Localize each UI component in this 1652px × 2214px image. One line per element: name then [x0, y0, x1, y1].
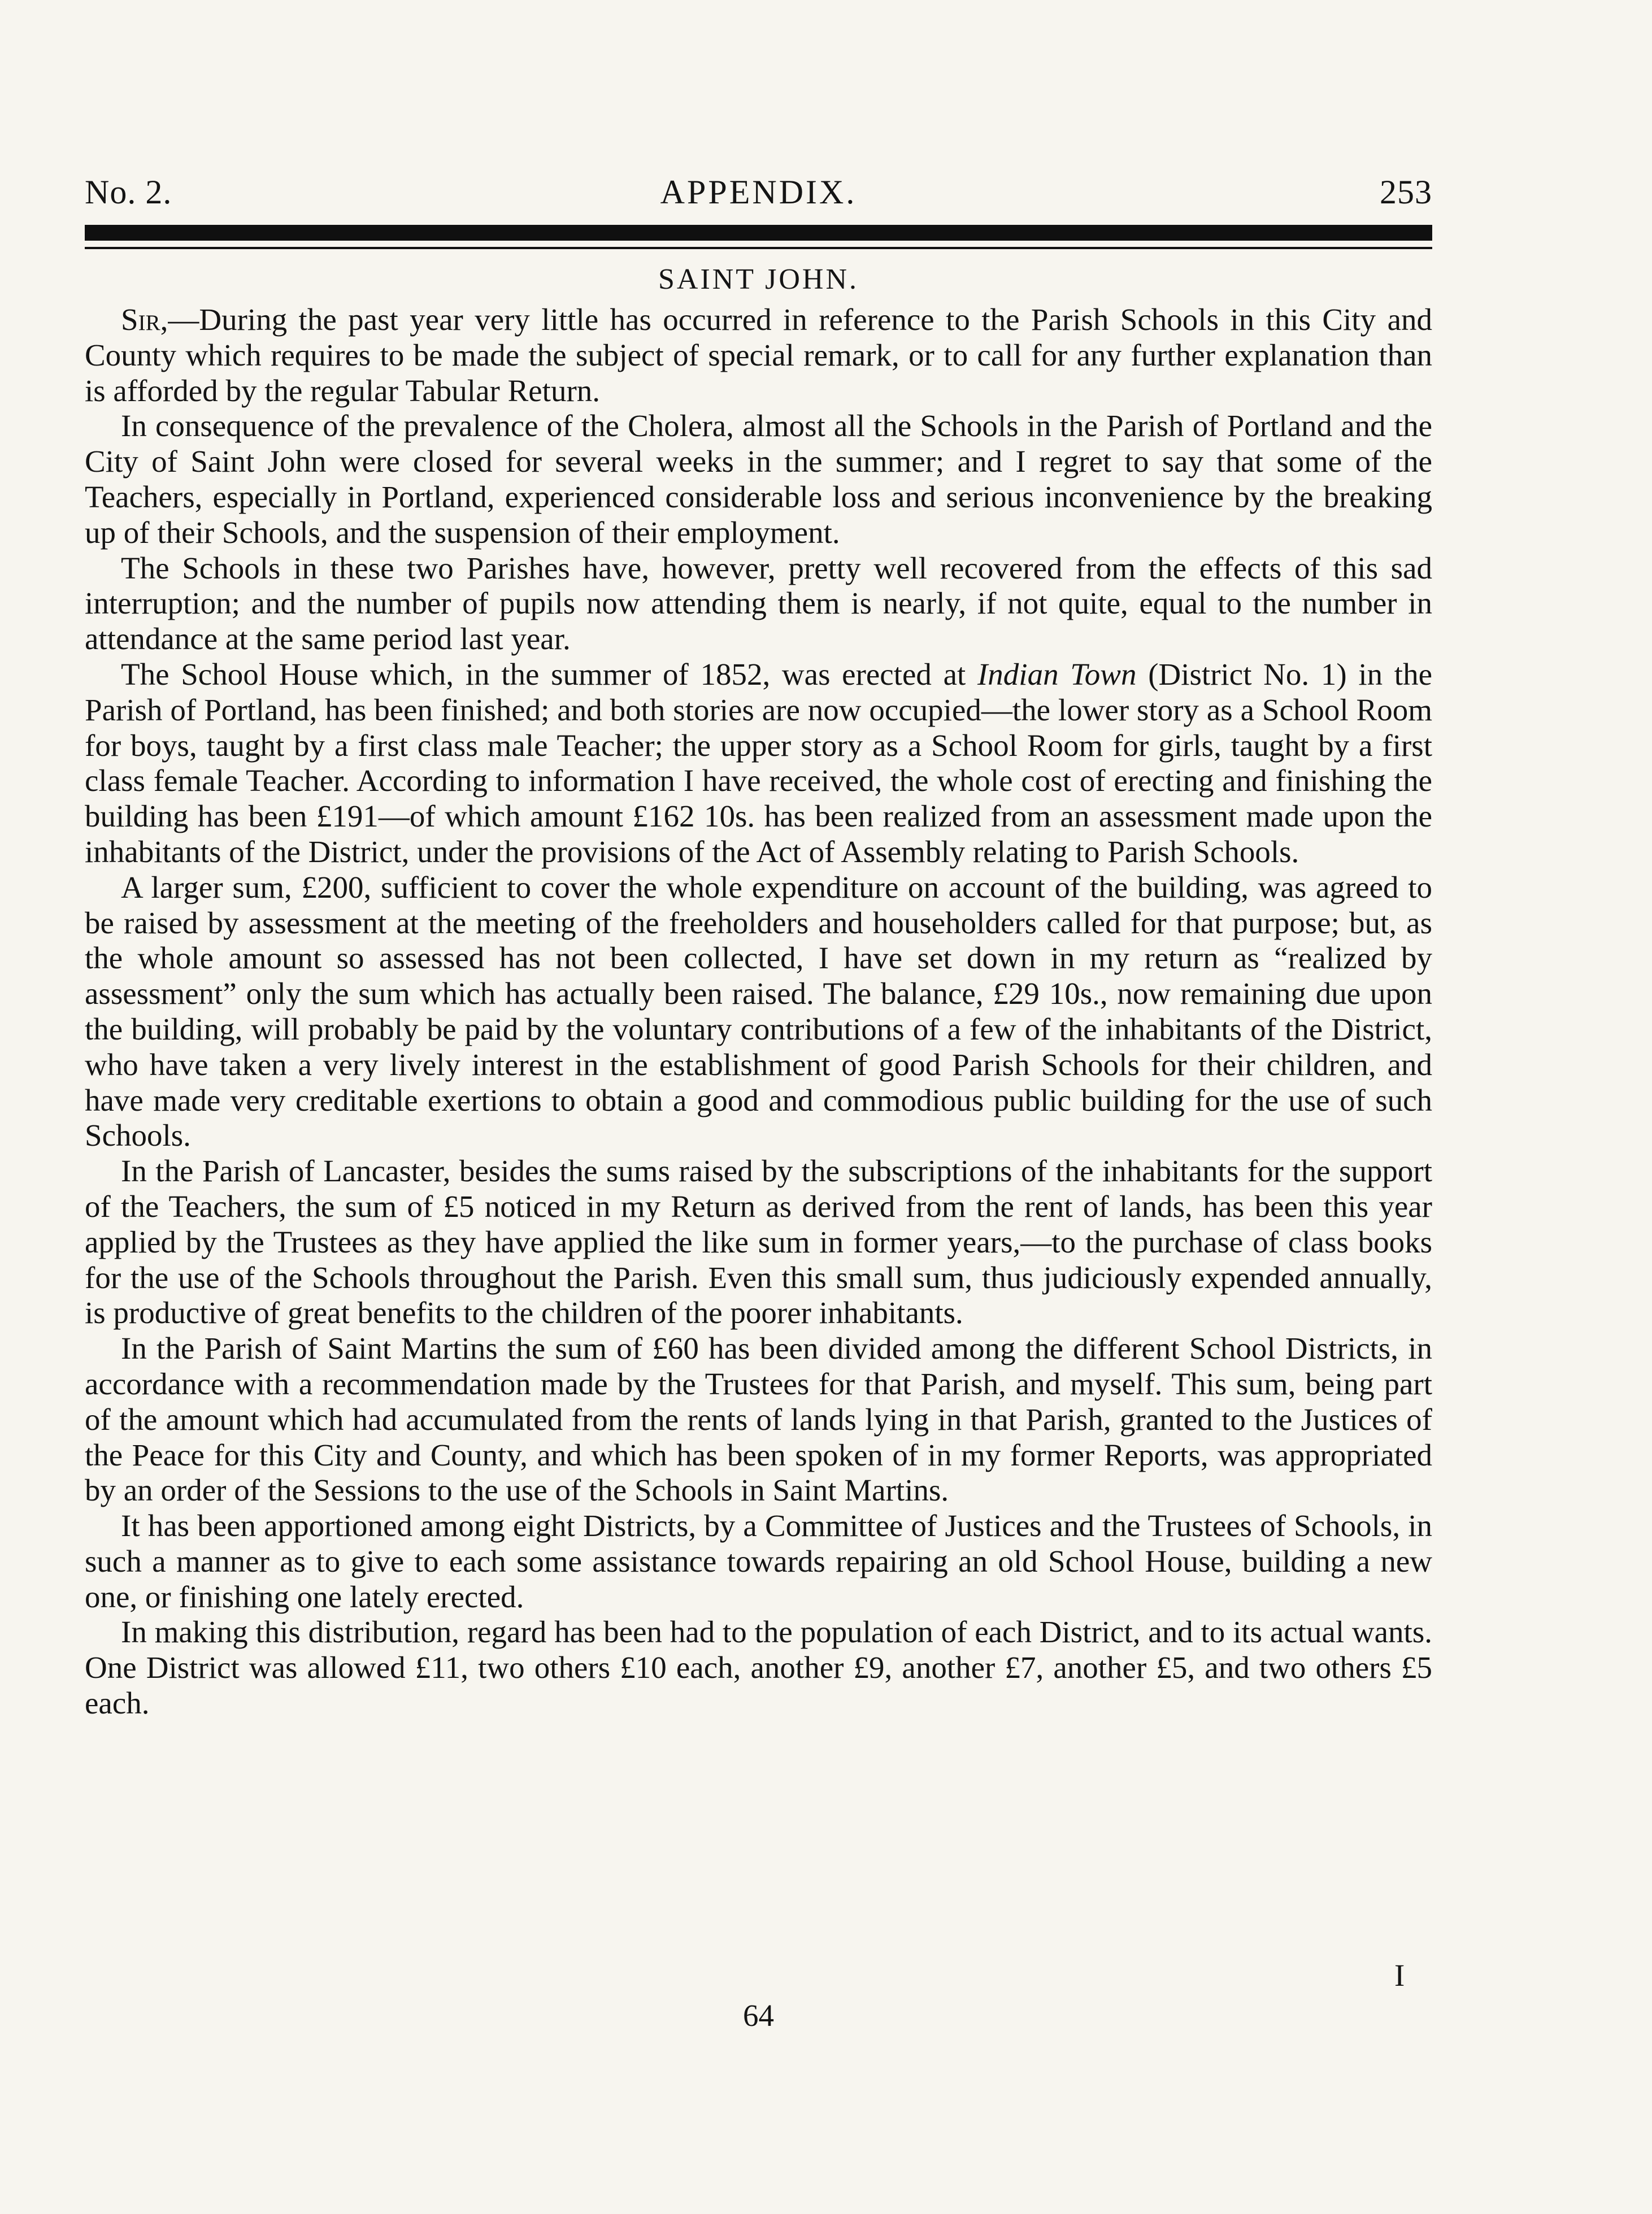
- paragraph-5: A larger sum, £200, sufficient to cover the whole expenditure on account of the building, was agreed to be raised by assessment at the meeting of the freeholders and householders called for that purpose; but, as the whole amount so assessed has not been collected, I have set down in my return as “realized by assessment” only the sum which has actually been raised. The balance, £29 10s., now remaining due upon the building, will probably be paid by the voluntary contributions of a few of the inhabitants of the District, who have taken a very lively interest in the establishment of good Parish Schools for their children, and have made very creditable exertions to obtain a good and commodious public building for the use of such Schools.: [85, 869, 1432, 1153]
- paragraph-text: —During the past year very little has occurred in reference to the Parish Schools in this City and County which requires to be made the subject of special remark, or to call for any further explanation than is afforded by the regular Tabular Return.: [85, 302, 1432, 408]
- signature-number: 64: [743, 1998, 774, 2033]
- paragraph-1: [85, 302, 1432, 408]
- paragraph-text: (District No. 1) in the Parish of Portland, has been finished; and both stories are now occupied—the lower story as a School Room for boys, taught by a first class male Teacher; the upper story as a School Room for girls, taught by a first class female Teacher. According to information I have received, the whole cost of erecting and finishing the building has been £191—of which amount £162 10s. has been realized from an assessment made upon the inhabitants of the District, under the provisions of the Act of Assembly relating to Parish Schools.: [85, 656, 1433, 869]
- paragraph-7: In the Parish of Saint Martins the sum of £60 has been divided among the different School Districts, in accordance with a recommendation made by the Trustees for that Parish, and myself. This sum, being part of the amount which had accumulated from the rents of lands lying in that Parish, granted to the Justices of the Peace for this City and County, and which has been spoken of in my former Reports, was appropriated by an order of the Sessions to the use of the Schools in Saint Martins.: [85, 1331, 1432, 1508]
- page-number: 253: [1380, 173, 1432, 211]
- paragraph-4: [85, 657, 1432, 870]
- body-text: [85, 302, 1432, 1721]
- paragraph-9: In making this distribution, regard has been had to the population of each District, and to its actual wants. One District was allowed £11, two others £10 each, another £9, another £7, another £5, and two others £5 each.: [85, 1615, 1432, 1721]
- page-header: [85, 169, 1432, 215]
- place-name: Indian Town: [977, 656, 1137, 691]
- appendix-number: No. 2.: [85, 173, 172, 211]
- header-rule-thick: [85, 225, 1432, 241]
- running-title: APPENDIX.: [660, 173, 857, 211]
- paragraph-8: It has been apportioned among eight Districts, by a Committee of Justices and the Trustees of Schools, in such a manner as to give to each some assistance towards repairing an old School House, building a new one, or finishing one lately erected.: [85, 1508, 1432, 1614]
- paragraph-3: The Schools in these two Parishes have, however, pretty well recovered from the effects of this sad interruption; and the number of pupils now attending them is nearly, if not quite, equal to the number in attendance at the same period last year.: [85, 550, 1432, 656]
- catchword: I: [1394, 1958, 1405, 1993]
- salutation: Sir,: [121, 302, 168, 337]
- header-rule-thin: [85, 247, 1432, 249]
- section-title: SAINT JOHN.: [658, 263, 859, 295]
- paragraph-text: The School House which, in the summer of 1852, was erected at: [121, 656, 977, 691]
- paragraph-2: In consequence of the prevalence of the Cholera, almost all the Schools in the Parish of Portland and the City of Saint John were closed for several weeks in the summer; and I regret to say that some of the Teachers, especially in Portland, experienced considerable loss and serious inconvenience by the breaking up of their Schools, and the suspension of their employment.: [85, 408, 1432, 550]
- paragraph-6: In the Parish of Lancaster, besides the sums raised by the subscriptions of the inhabitants for the support of the Teachers, the sum of £5 noticed in my Return as derived from the rent of lands, has been this year applied by the Trustees as they have applied the like sum in former years,—to the purchase of class books for the use of the Schools throughout the Parish. Even this small sum, thus judiciously expended annually, is productive of great benefits to the children of the poorer inhabitants.: [85, 1154, 1432, 1330]
